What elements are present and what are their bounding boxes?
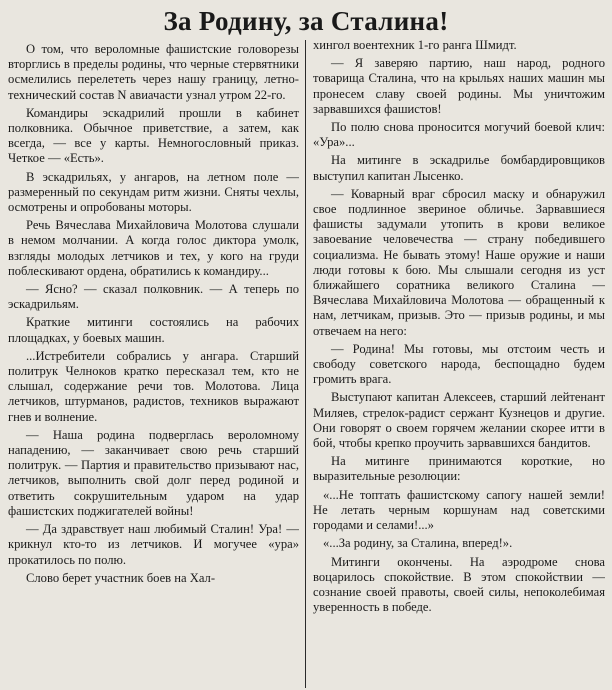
paragraph: Выступают капитан Алексеев, старший лейтенант Миляев, стрелок-радист сержант Кузнецов и другие. Они говорят о своем горячем желании скорее итти в бой, чтобы крепко проучить зарвавшихся бандитов. [313, 390, 605, 451]
paragraph: — Я заверяю партию, наш народ, родного товарища Сталина, что на крыльях наших машин мы пронесем славу своей родины. Мы уничтожим зарвавшихся фашистов! [313, 56, 605, 116]
paragraph: На митинге принимаются короткие, но выразительные резолюции: [313, 454, 605, 484]
paragraph: В эскадрильях, у ангаров, на летном поле — размеренный по секундам ритм жизни. Сняты чехлы, осмотрены и опробованы моторы. [8, 169, 299, 215]
right-column [313, 38, 605, 682]
resolution-quote: «...За родину, за Сталина, вперед!». [323, 536, 513, 551]
paragraph: ...Истребители собрались у ангара. Старший политрук Челноков кратко пересказал тем, кто не слышал, содержание речи тов. Молотова. Лица летчиков, штурманов, радистов, техников выражают гнев и волнение. [8, 348, 299, 424]
paragraph: хингол воентехник 1-го ранга Шмидт. [313, 38, 517, 52]
paragraph: Речь Вячеслава Михайловича Молотова слушали в немом молчании. А когда голос диктора умолк, взгляды молодых летчиков и тех, у кого на груди поблескивают ордена, обратились к командиру... [8, 218, 299, 278]
column-divider [305, 40, 306, 688]
paragraph: — Коварный враг сбросил маску и обнаружил свое подлинное звериное обличье. Зарвавшиеся фашисты задумали утопить в крови великое завоевание человечества — страну победившего социализма. Не бывать этому! Наше оружие и наши люди готовы к бою. Мы слышали сегодня из уст ближайшего соратника великого Сталина — Вячеслава Михайловича Молотова — обращенный к нам, летчикам, призыв. Это — призыв родины, и мы отвечаем на него: [313, 186, 605, 338]
paragraph: — Да здравствует наш любимый Сталин! Ура! — крикнул кто-то из летчиков. И могучее «ура» прокатилось по полю. [8, 522, 299, 567]
paragraph: По полю снова проносится могучий боевой клич: «Ура»... [313, 120, 605, 150]
resolution-quote: «...Не топтать фашистскому сапогу нашей земли! Не летать черным коршунам над советскими городами и селами!...» [313, 487, 605, 533]
paragraph: — Ясно? — сказал полковник. — А теперь по эскадрильям. [8, 282, 299, 312]
paragraph: Митинги окончены. На аэродроме снова воцарилось спокойствие. В этом спокойствии — сознание своей правоты, своей силы, непоколебимая уверенность в победе. [313, 554, 605, 615]
paragraph: — Наша родина подверглась вероломному нападению, — заканчивает свою речь старший политрук. — Партия и правительство призывают нас, летчиков, выполнить свой долг перед родиной и ответить сокрушительным ударом на удар фашистских поджигателей войны! [8, 427, 299, 518]
paragraph: Слово берет участник боев на Хал- [26, 570, 216, 585]
paragraph: — Родина! Мы готовы, мы отстоим честь и свободу советского народа, беспощадно будем громить врага. [313, 341, 605, 387]
paragraph: На митинге в эскадрилье бомбардировщиков выступил капитан Лысенко. [313, 153, 605, 183]
paragraph: Краткие митинги состоялись на рабочих площадках, у боевых машин. [8, 315, 299, 345]
paragraph: О том, что вероломные фашистские головорезы вторглись в пределы родины, что черные стервятники осмелились перелететь через нашу границу, летно-технический состав N авиачасти узнал утром 22-го. [8, 42, 299, 102]
paragraph: Командиры эскадрилий прошли в кабинет полковника. Обычное приветствие, а затем, как всегда, — все у карты. Немногословный приказ. Четкое — «Есть». [8, 105, 299, 166]
left-column [8, 42, 299, 686]
headline: За Родину, за Сталина! [163, 6, 449, 36]
